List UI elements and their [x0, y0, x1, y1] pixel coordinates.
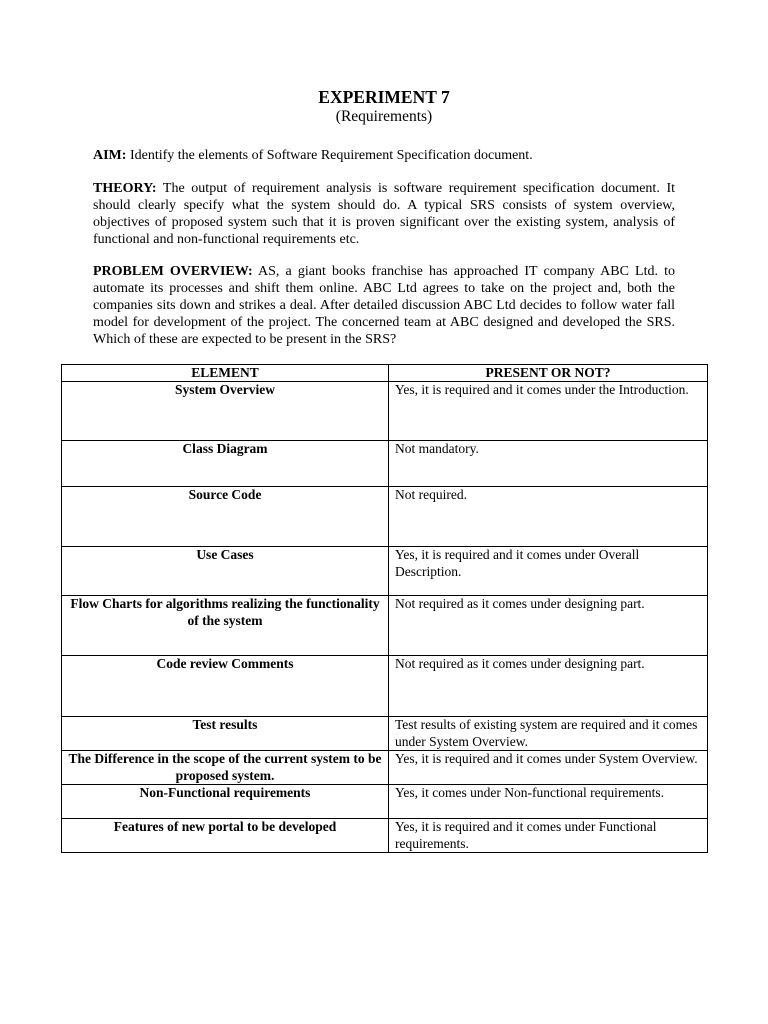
present-cell: Yes, it is required and it comes under the Introduction. [389, 382, 708, 441]
theory-label: THEORY: [93, 181, 157, 196]
present-cell: Yes, it is required and it comes under Overall Description. [389, 547, 708, 596]
problem-overview-label: PROBLEM OVERVIEW: [93, 264, 253, 279]
table-row [62, 656, 708, 717]
srs-elements-table [61, 364, 708, 853]
present-cell: Not required as it comes under designing part. [389, 656, 708, 717]
problem-overview-text: AS, a giant books franchise has approached IT company ABC Ltd. to automate its processes and shift them online. ABC Ltd agrees to take on the project and, both the companies sits down and strikes a deal. After detailed discussion ABC Ltd decides to follow water fall model for development of the project. The concerned team at ABC designed and developed the SRS. Which of these are expected to be present in the SRS? [93, 264, 675, 347]
header-present-or-not: PRESENT OR NOT? [389, 365, 708, 382]
element-cell: Test results [62, 717, 389, 751]
table-row [62, 751, 708, 785]
table-row [62, 717, 708, 751]
element-cell: Flow Charts for algorithms realizing the functionality of the system [62, 596, 389, 656]
page-subtitle: (Requirements) [335, 108, 433, 125]
table-row [62, 441, 708, 487]
element-cell: Class Diagram [62, 441, 389, 487]
table-row [62, 487, 708, 547]
present-cell: Not required. [389, 487, 708, 547]
table-row [62, 382, 708, 441]
theory-text: The output of requirement analysis is software requirement specification document. It should clearly specify what the system should do. A typical SRS consists of system overview, objectives of proposed system such that it is proven significant over the existing system, analysis of functional and non-functional requirements etc. [93, 181, 675, 247]
present-cell: Not required as it comes under designing part. [389, 596, 708, 656]
page-title: EXPERIMENT 7 [318, 87, 450, 107]
table-row [62, 547, 708, 596]
table-row [62, 819, 708, 853]
aim-paragraph [93, 147, 675, 164]
element-cell: Non-Functional requirements [62, 785, 389, 819]
table-row [62, 596, 708, 656]
element-cell: The Difference in the scope of the current system to be proposed system. [62, 751, 389, 785]
element-cell: Code review Comments [62, 656, 389, 717]
table-header-row [62, 365, 708, 382]
present-cell: Yes, it comes under Non-functional requirements. [389, 785, 708, 819]
table-row [62, 785, 708, 819]
element-cell: Features of new portal to be developed [62, 819, 389, 853]
theory-paragraph [93, 180, 675, 248]
present-cell: Test results of existing system are required and it comes under System Overview. [389, 717, 708, 751]
present-cell: Yes, it is required and it comes under System Overview. [389, 751, 708, 785]
element-cell: System Overview [62, 382, 389, 441]
element-cell: Use Cases [62, 547, 389, 596]
aim-text: Identify the elements of Software Requirement Specification document. [126, 148, 533, 163]
header-element: ELEMENT [62, 365, 389, 382]
problem-overview-paragraph [93, 263, 675, 348]
element-cell: Source Code [62, 487, 389, 547]
present-cell: Yes, it is required and it comes under Functional requirements. [389, 819, 708, 853]
aim-label: AIM: [93, 148, 127, 163]
present-cell: Not mandatory. [389, 441, 708, 487]
